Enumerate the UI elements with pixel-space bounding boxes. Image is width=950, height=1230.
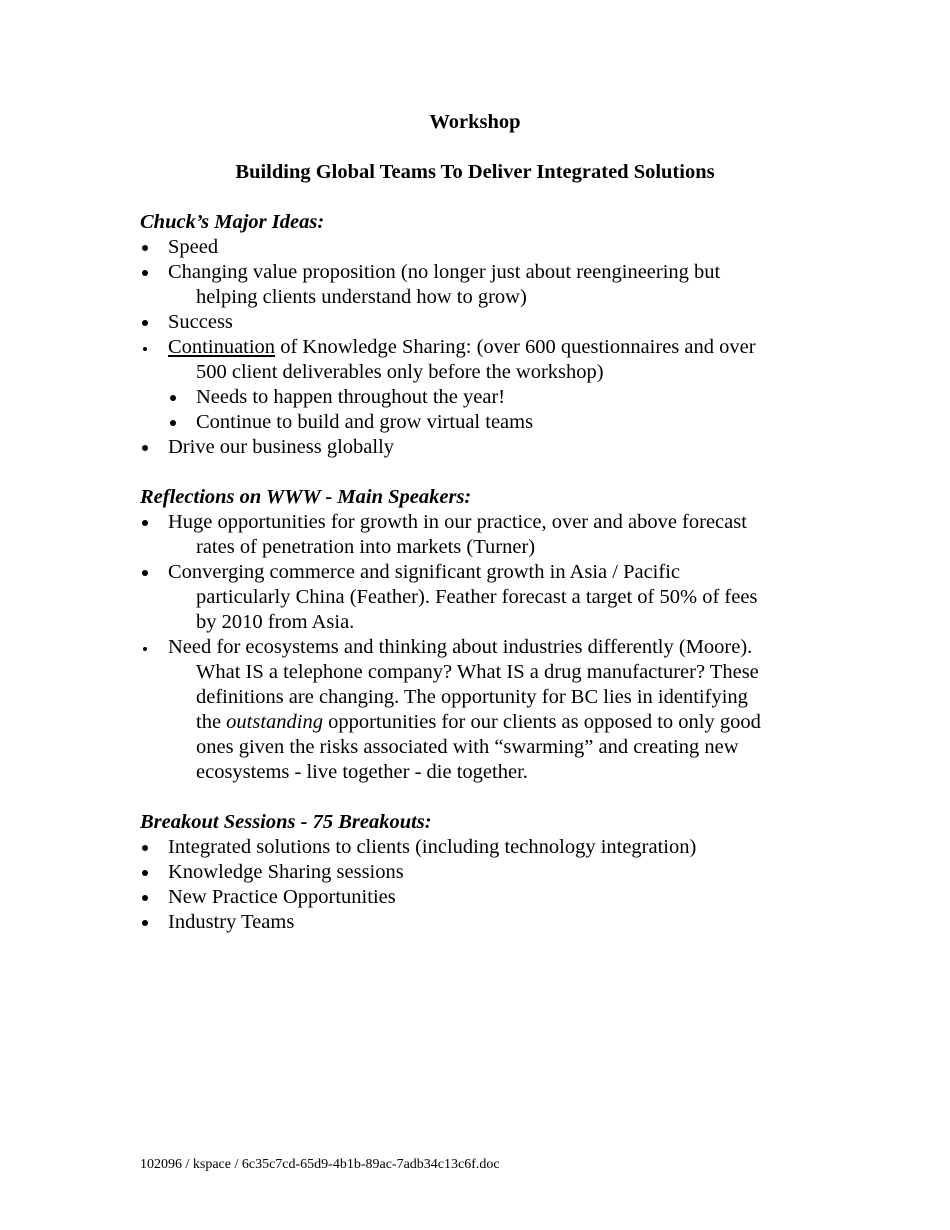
list-item: New Practice Opportunities — [168, 886, 396, 908]
reflections-list — [140, 510, 810, 785]
sub-list-item: Continue to build and grow virtual teams — [196, 411, 534, 433]
sub-list-item: Needs to happen throughout the year! — [196, 386, 506, 408]
list-item: Industry Teams — [168, 911, 295, 933]
list-item: Speed — [168, 236, 219, 258]
section-heading-major-ideas: Chuck’s Major Ideas: — [140, 211, 325, 233]
list-item: Knowledge Sharing sessions — [168, 861, 404, 883]
list-item: Changing value proposition (no longer just about reengineering but helping clients understand how to grow) — [168, 261, 721, 308]
page-footer: 102096 / kspace / 6c35c7cd-65d9-4b1b-89ac-7adb34c13c6f.doc — [140, 1157, 500, 1172]
major-ideas-list — [140, 235, 810, 460]
document-page — [140, 110, 810, 935]
list-item: Need for ecosystems and thinking about industries differently (Moore). What IS a telephone company? What IS a drug manufacturer? These definitions are changing. The opportunity for BC lies in identifying the outstanding opportunities for our clients as opposed to only good ones given the risks associated with “swarming” and creating new ecosystems - live together - die together. — [168, 636, 761, 783]
list-item: Converging commerce and significant growth in Asia / Pacific particularly China (Feather). Feather forecast a target of 50% of fees by 2010 from Asia. — [168, 561, 758, 633]
document-title: Workshop — [429, 111, 521, 133]
section-heading-breakouts: Breakout Sessions - 75 Breakouts: — [140, 811, 432, 833]
emphasized-word: outstanding — [226, 711, 323, 733]
list-item: Continuation of Knowledge Sharing: (over 600 questionnaires and over 500 client deliverables only before the workshop) Needs to happen throughout the year! Continue to build and grow virtual teams — [140, 335, 810, 435]
list-item: Huge opportunities for growth in our practice, over and above forecast rates of penetration into markets (Turner) — [168, 511, 747, 558]
list-item: Drive our business globally — [168, 436, 395, 458]
list-item: Success — [168, 311, 233, 333]
document-subtitle: Building Global Teams To Deliver Integrated Solutions — [235, 161, 715, 183]
underlined-word: Continuation — [168, 336, 276, 358]
breakouts-list — [140, 835, 810, 935]
section-heading-reflections: Reflections on WWW - Main Speakers: — [140, 486, 472, 508]
list-item: Integrated solutions to clients (including technology integration) — [168, 836, 697, 858]
sub-list — [140, 385, 810, 435]
